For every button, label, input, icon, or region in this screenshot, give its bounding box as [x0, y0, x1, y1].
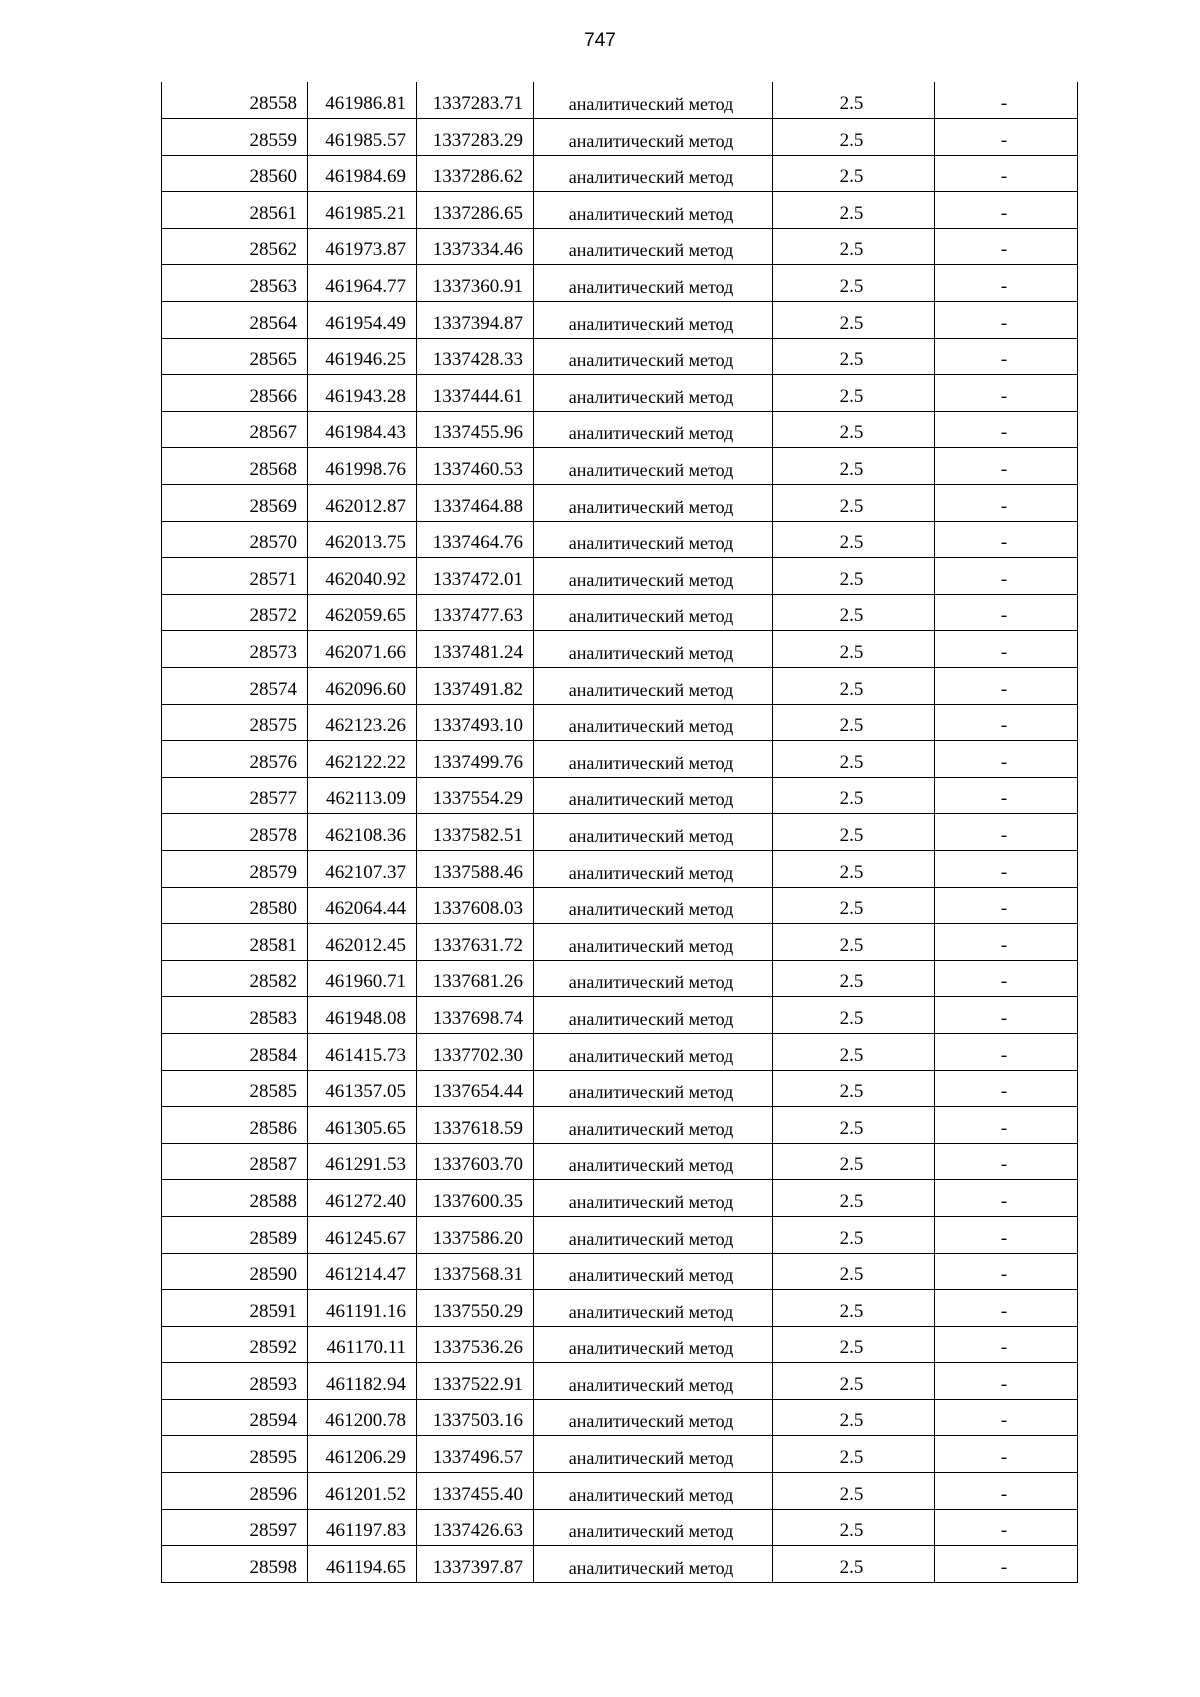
accuracy-cell: 2.5 — [773, 1509, 935, 1546]
table-row — [162, 777, 1078, 814]
point-number-cell: 28585 — [162, 1070, 308, 1107]
note-cell: - — [935, 997, 1078, 1034]
table-row — [162, 631, 1078, 668]
accuracy-cell: 2.5 — [773, 448, 935, 485]
method-cell: аналитический метод — [534, 1180, 773, 1217]
table-body — [162, 82, 1078, 1582]
x-coordinate-cell: 462064.44 — [308, 887, 417, 924]
method-cell: аналитический метод — [534, 1436, 773, 1473]
note-cell: - — [935, 704, 1078, 741]
y-coordinate-cell: 1337334.46 — [417, 228, 534, 265]
method-cell: аналитический метод — [534, 338, 773, 375]
accuracy-cell: 2.5 — [773, 1180, 935, 1217]
table-row — [162, 1326, 1078, 1363]
table-row — [162, 1546, 1078, 1583]
accuracy-cell: 2.5 — [773, 960, 935, 997]
accuracy-cell: 2.5 — [773, 1399, 935, 1436]
x-coordinate-cell: 461272.40 — [308, 1180, 417, 1217]
method-cell: аналитический метод — [534, 704, 773, 741]
y-coordinate-cell: 1337360.91 — [417, 265, 534, 302]
x-coordinate-cell: 461206.29 — [308, 1436, 417, 1473]
table-row — [162, 265, 1078, 302]
x-coordinate-cell: 461197.83 — [308, 1509, 417, 1546]
method-cell: аналитический метод — [534, 119, 773, 156]
accuracy-cell: 2.5 — [773, 521, 935, 558]
x-coordinate-cell: 461984.43 — [308, 411, 417, 448]
table-row — [162, 338, 1078, 375]
x-coordinate-cell: 461214.47 — [308, 1253, 417, 1290]
method-cell: аналитический метод — [534, 1033, 773, 1070]
table-row — [162, 1143, 1078, 1180]
table-row — [162, 668, 1078, 705]
method-cell: аналитический метод — [534, 1326, 773, 1363]
method-cell: аналитический метод — [534, 155, 773, 192]
table-row — [162, 558, 1078, 595]
point-number-cell: 28582 — [162, 960, 308, 997]
table-row — [162, 302, 1078, 339]
x-coordinate-cell: 462012.45 — [308, 924, 417, 961]
note-cell: - — [935, 1546, 1078, 1583]
point-number-cell: 28559 — [162, 119, 308, 156]
note-cell: - — [935, 1399, 1078, 1436]
note-cell: - — [935, 814, 1078, 851]
point-number-cell: 28574 — [162, 668, 308, 705]
y-coordinate-cell: 1337426.63 — [417, 1509, 534, 1546]
method-cell: аналитический метод — [534, 887, 773, 924]
x-coordinate-cell: 461998.76 — [308, 448, 417, 485]
y-coordinate-cell: 1337491.82 — [417, 668, 534, 705]
accuracy-cell: 2.5 — [773, 265, 935, 302]
point-number-cell: 28583 — [162, 997, 308, 1034]
method-cell: аналитический метод — [534, 1143, 773, 1180]
table-row — [162, 192, 1078, 229]
y-coordinate-cell: 1337554.29 — [417, 777, 534, 814]
y-coordinate-cell: 1337603.70 — [417, 1143, 534, 1180]
accuracy-cell: 2.5 — [773, 338, 935, 375]
accuracy-cell: 2.5 — [773, 814, 935, 851]
note-cell: - — [935, 448, 1078, 485]
accuracy-cell: 2.5 — [773, 850, 935, 887]
method-cell: аналитический метод — [534, 777, 773, 814]
method-cell: аналитический метод — [534, 1290, 773, 1327]
note-cell: - — [935, 960, 1078, 997]
accuracy-cell: 2.5 — [773, 631, 935, 668]
method-cell: аналитический метод — [534, 814, 773, 851]
method-cell: аналитический метод — [534, 741, 773, 778]
note-cell: - — [935, 192, 1078, 229]
note-cell: - — [935, 1290, 1078, 1327]
method-cell: аналитический метод — [534, 1216, 773, 1253]
method-cell: аналитический метод — [534, 485, 773, 522]
method-cell: аналитический метод — [534, 558, 773, 595]
note-cell: - — [935, 375, 1078, 412]
table-row — [162, 1107, 1078, 1144]
x-coordinate-cell: 461194.65 — [308, 1546, 417, 1583]
x-coordinate-cell: 461985.57 — [308, 119, 417, 156]
y-coordinate-cell: 1337472.01 — [417, 558, 534, 595]
note-cell: - — [935, 155, 1078, 192]
method-cell: аналитический метод — [534, 1253, 773, 1290]
method-cell: аналитический метод — [534, 594, 773, 631]
accuracy-cell: 2.5 — [773, 1473, 935, 1510]
table-row — [162, 119, 1078, 156]
x-coordinate-cell: 461948.08 — [308, 997, 417, 1034]
accuracy-cell: 2.5 — [773, 1216, 935, 1253]
coordinates-table — [161, 82, 1078, 1583]
method-cell: аналитический метод — [534, 1070, 773, 1107]
x-coordinate-cell: 462071.66 — [308, 631, 417, 668]
table-row — [162, 850, 1078, 887]
point-number-cell: 28562 — [162, 228, 308, 265]
accuracy-cell: 2.5 — [773, 558, 935, 595]
y-coordinate-cell: 1337654.44 — [417, 1070, 534, 1107]
y-coordinate-cell: 1337631.72 — [417, 924, 534, 961]
table-row — [162, 1033, 1078, 1070]
point-number-cell: 28595 — [162, 1436, 308, 1473]
x-coordinate-cell: 461170.11 — [308, 1326, 417, 1363]
note-cell: - — [935, 1033, 1078, 1070]
x-coordinate-cell: 461191.16 — [308, 1290, 417, 1327]
note-cell: - — [935, 1070, 1078, 1107]
table-row — [162, 887, 1078, 924]
note-cell: - — [935, 1216, 1078, 1253]
y-coordinate-cell: 1337618.59 — [417, 1107, 534, 1144]
point-number-cell: 28558 — [162, 82, 308, 119]
accuracy-cell: 2.5 — [773, 192, 935, 229]
table-row — [162, 1473, 1078, 1510]
y-coordinate-cell: 1337681.26 — [417, 960, 534, 997]
accuracy-cell: 2.5 — [773, 924, 935, 961]
accuracy-cell: 2.5 — [773, 1546, 935, 1583]
y-coordinate-cell: 1337698.74 — [417, 997, 534, 1034]
note-cell: - — [935, 1436, 1078, 1473]
point-number-cell: 28592 — [162, 1326, 308, 1363]
note-cell: - — [935, 1253, 1078, 1290]
x-coordinate-cell: 461182.94 — [308, 1363, 417, 1400]
table-row — [162, 375, 1078, 412]
method-cell: аналитический метод — [534, 997, 773, 1034]
point-number-cell: 28577 — [162, 777, 308, 814]
table-row — [162, 1290, 1078, 1327]
point-number-cell: 28596 — [162, 1473, 308, 1510]
table-row — [162, 411, 1078, 448]
point-number-cell: 28564 — [162, 302, 308, 339]
y-coordinate-cell: 1337522.91 — [417, 1363, 534, 1400]
table-row — [162, 1070, 1078, 1107]
accuracy-cell: 2.5 — [773, 1070, 935, 1107]
note-cell: - — [935, 887, 1078, 924]
note-cell: - — [935, 1143, 1078, 1180]
table-row — [162, 1509, 1078, 1546]
note-cell: - — [935, 119, 1078, 156]
accuracy-cell: 2.5 — [773, 1107, 935, 1144]
note-cell: - — [935, 82, 1078, 119]
point-number-cell: 28569 — [162, 485, 308, 522]
method-cell: аналитический метод — [534, 1473, 773, 1510]
note-cell: - — [935, 302, 1078, 339]
x-coordinate-cell: 461946.25 — [308, 338, 417, 375]
point-number-cell: 28567 — [162, 411, 308, 448]
accuracy-cell: 2.5 — [773, 594, 935, 631]
y-coordinate-cell: 1337586.20 — [417, 1216, 534, 1253]
accuracy-cell: 2.5 — [773, 1326, 935, 1363]
table-row — [162, 485, 1078, 522]
method-cell: аналитический метод — [534, 82, 773, 119]
method-cell: аналитический метод — [534, 302, 773, 339]
point-number-cell: 28598 — [162, 1546, 308, 1583]
method-cell: аналитический метод — [534, 924, 773, 961]
note-cell: - — [935, 1509, 1078, 1546]
point-number-cell: 28593 — [162, 1363, 308, 1400]
note-cell: - — [935, 741, 1078, 778]
note-cell: - — [935, 631, 1078, 668]
method-cell: аналитический метод — [534, 850, 773, 887]
y-coordinate-cell: 1337455.40 — [417, 1473, 534, 1510]
point-number-cell: 28587 — [162, 1143, 308, 1180]
x-coordinate-cell: 461291.53 — [308, 1143, 417, 1180]
x-coordinate-cell: 462059.65 — [308, 594, 417, 631]
y-coordinate-cell: 1337568.31 — [417, 1253, 534, 1290]
y-coordinate-cell: 1337283.29 — [417, 119, 534, 156]
note-cell: - — [935, 777, 1078, 814]
x-coordinate-cell: 461954.49 — [308, 302, 417, 339]
point-number-cell: 28578 — [162, 814, 308, 851]
note-cell: - — [935, 1107, 1078, 1144]
method-cell: аналитический метод — [534, 265, 773, 302]
accuracy-cell: 2.5 — [773, 1363, 935, 1400]
method-cell: аналитический метод — [534, 228, 773, 265]
y-coordinate-cell: 1337397.87 — [417, 1546, 534, 1583]
page-number: 747 — [584, 30, 616, 51]
method-cell: аналитический метод — [534, 1107, 773, 1144]
x-coordinate-cell: 461200.78 — [308, 1399, 417, 1436]
point-number-cell: 28580 — [162, 887, 308, 924]
y-coordinate-cell: 1337588.46 — [417, 850, 534, 887]
table-row — [162, 924, 1078, 961]
table-row — [162, 594, 1078, 631]
point-number-cell: 28572 — [162, 594, 308, 631]
point-number-cell: 28586 — [162, 1107, 308, 1144]
method-cell: аналитический метод — [534, 448, 773, 485]
method-cell: аналитический метод — [534, 411, 773, 448]
note-cell: - — [935, 411, 1078, 448]
note-cell: - — [935, 265, 1078, 302]
method-cell: аналитический метод — [534, 668, 773, 705]
y-coordinate-cell: 1337444.61 — [417, 375, 534, 412]
x-coordinate-cell: 462113.09 — [308, 777, 417, 814]
table-row — [162, 82, 1078, 119]
x-coordinate-cell: 461984.69 — [308, 155, 417, 192]
x-coordinate-cell: 462123.26 — [308, 704, 417, 741]
y-coordinate-cell: 1337481.24 — [417, 631, 534, 668]
y-coordinate-cell: 1337496.57 — [417, 1436, 534, 1473]
note-cell: - — [935, 594, 1078, 631]
y-coordinate-cell: 1337550.29 — [417, 1290, 534, 1327]
table-row — [162, 1216, 1078, 1253]
accuracy-cell: 2.5 — [773, 1290, 935, 1327]
x-coordinate-cell: 462122.22 — [308, 741, 417, 778]
note-cell: - — [935, 1473, 1078, 1510]
note-cell: - — [935, 485, 1078, 522]
x-coordinate-cell: 461986.81 — [308, 82, 417, 119]
x-coordinate-cell: 462096.60 — [308, 668, 417, 705]
y-coordinate-cell: 1337455.96 — [417, 411, 534, 448]
point-number-cell: 28568 — [162, 448, 308, 485]
method-cell: аналитический метод — [534, 631, 773, 668]
accuracy-cell: 2.5 — [773, 155, 935, 192]
point-number-cell: 28588 — [162, 1180, 308, 1217]
y-coordinate-cell: 1337600.35 — [417, 1180, 534, 1217]
accuracy-cell: 2.5 — [773, 228, 935, 265]
table-row — [162, 228, 1078, 265]
y-coordinate-cell: 1337286.65 — [417, 192, 534, 229]
accuracy-cell: 2.5 — [773, 777, 935, 814]
table-row — [162, 741, 1078, 778]
x-coordinate-cell: 462040.92 — [308, 558, 417, 595]
method-cell: аналитический метод — [534, 192, 773, 229]
y-coordinate-cell: 1337582.51 — [417, 814, 534, 851]
point-number-cell: 28571 — [162, 558, 308, 595]
x-coordinate-cell: 461943.28 — [308, 375, 417, 412]
x-coordinate-cell: 462013.75 — [308, 521, 417, 558]
method-cell: аналитический метод — [534, 1399, 773, 1436]
accuracy-cell: 2.5 — [773, 485, 935, 522]
accuracy-cell: 2.5 — [773, 668, 935, 705]
x-coordinate-cell: 461415.73 — [308, 1033, 417, 1070]
note-cell: - — [935, 1326, 1078, 1363]
point-number-cell: 28570 — [162, 521, 308, 558]
note-cell: - — [935, 1363, 1078, 1400]
point-number-cell: 28591 — [162, 1290, 308, 1327]
table-row — [162, 1399, 1078, 1436]
y-coordinate-cell: 1337608.03 — [417, 887, 534, 924]
table-row — [162, 997, 1078, 1034]
table-row — [162, 704, 1078, 741]
table-row — [162, 448, 1078, 485]
x-coordinate-cell: 461964.77 — [308, 265, 417, 302]
point-number-cell: 28565 — [162, 338, 308, 375]
point-number-cell: 28597 — [162, 1509, 308, 1546]
note-cell: - — [935, 558, 1078, 595]
x-coordinate-cell: 461985.21 — [308, 192, 417, 229]
x-coordinate-cell: 461357.05 — [308, 1070, 417, 1107]
point-number-cell: 28590 — [162, 1253, 308, 1290]
point-number-cell: 28566 — [162, 375, 308, 412]
accuracy-cell: 2.5 — [773, 82, 935, 119]
note-cell: - — [935, 924, 1078, 961]
y-coordinate-cell: 1337503.16 — [417, 1399, 534, 1436]
x-coordinate-cell: 461245.67 — [308, 1216, 417, 1253]
point-number-cell: 28575 — [162, 704, 308, 741]
y-coordinate-cell: 1337283.71 — [417, 82, 534, 119]
point-number-cell: 28581 — [162, 924, 308, 961]
point-number-cell: 28589 — [162, 1216, 308, 1253]
x-coordinate-cell: 461973.87 — [308, 228, 417, 265]
accuracy-cell: 2.5 — [773, 887, 935, 924]
note-cell: - — [935, 668, 1078, 705]
table-row — [162, 1180, 1078, 1217]
note-cell: - — [935, 850, 1078, 887]
method-cell: аналитический метод — [534, 1363, 773, 1400]
point-number-cell: 28584 — [162, 1033, 308, 1070]
y-coordinate-cell: 1337499.76 — [417, 741, 534, 778]
y-coordinate-cell: 1337460.53 — [417, 448, 534, 485]
method-cell: аналитический метод — [534, 1546, 773, 1583]
y-coordinate-cell: 1337464.88 — [417, 485, 534, 522]
point-number-cell: 28573 — [162, 631, 308, 668]
point-number-cell: 28560 — [162, 155, 308, 192]
note-cell: - — [935, 521, 1078, 558]
point-number-cell: 28576 — [162, 741, 308, 778]
method-cell: аналитический метод — [534, 1509, 773, 1546]
x-coordinate-cell: 461305.65 — [308, 1107, 417, 1144]
y-coordinate-cell: 1337286.62 — [417, 155, 534, 192]
table-row — [162, 521, 1078, 558]
accuracy-cell: 2.5 — [773, 1033, 935, 1070]
y-coordinate-cell: 1337477.63 — [417, 594, 534, 631]
accuracy-cell: 2.5 — [773, 302, 935, 339]
method-cell: аналитический метод — [534, 375, 773, 412]
table-row — [162, 1363, 1078, 1400]
accuracy-cell: 2.5 — [773, 1253, 935, 1290]
accuracy-cell: 2.5 — [773, 1143, 935, 1180]
point-number-cell: 28563 — [162, 265, 308, 302]
accuracy-cell: 2.5 — [773, 741, 935, 778]
y-coordinate-cell: 1337428.33 — [417, 338, 534, 375]
table-row — [162, 1436, 1078, 1473]
table-row — [162, 814, 1078, 851]
x-coordinate-cell: 462108.36 — [308, 814, 417, 851]
accuracy-cell: 2.5 — [773, 704, 935, 741]
accuracy-cell: 2.5 — [773, 119, 935, 156]
table-row — [162, 1253, 1078, 1290]
note-cell: - — [935, 1180, 1078, 1217]
x-coordinate-cell: 462012.87 — [308, 485, 417, 522]
point-number-cell: 28561 — [162, 192, 308, 229]
method-cell: аналитический метод — [534, 521, 773, 558]
y-coordinate-cell: 1337536.26 — [417, 1326, 534, 1363]
x-coordinate-cell: 461960.71 — [308, 960, 417, 997]
note-cell: - — [935, 338, 1078, 375]
accuracy-cell: 2.5 — [773, 411, 935, 448]
x-coordinate-cell: 461201.52 — [308, 1473, 417, 1510]
table-row — [162, 960, 1078, 997]
y-coordinate-cell: 1337493.10 — [417, 704, 534, 741]
accuracy-cell: 2.5 — [773, 1436, 935, 1473]
note-cell: - — [935, 228, 1078, 265]
point-number-cell: 28579 — [162, 850, 308, 887]
x-coordinate-cell: 462107.37 — [308, 850, 417, 887]
accuracy-cell: 2.5 — [773, 375, 935, 412]
table-row — [162, 155, 1078, 192]
y-coordinate-cell: 1337394.87 — [417, 302, 534, 339]
accuracy-cell: 2.5 — [773, 997, 935, 1034]
y-coordinate-cell: 1337464.76 — [417, 521, 534, 558]
point-number-cell: 28594 — [162, 1399, 308, 1436]
y-coordinate-cell: 1337702.30 — [417, 1033, 534, 1070]
method-cell: аналитический метод — [534, 960, 773, 997]
